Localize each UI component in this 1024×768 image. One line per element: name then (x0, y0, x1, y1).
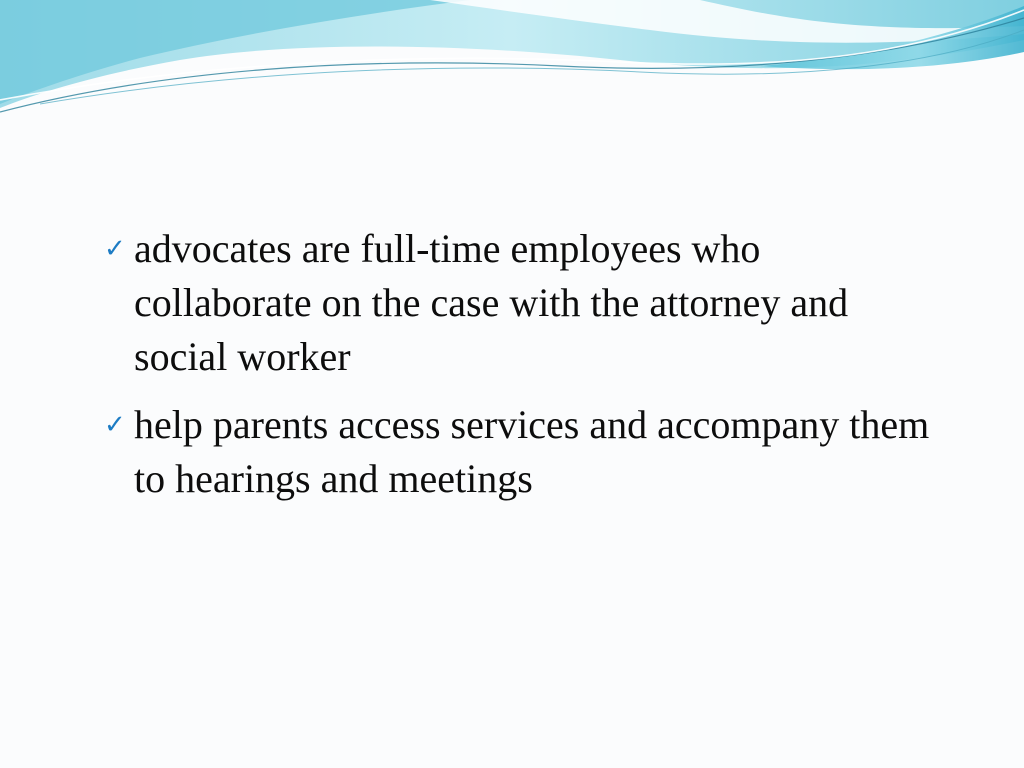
bullet-text: help parents access services and accompany them to hearings and meetings (134, 402, 930, 501)
check-mark-icon: ✓ (104, 234, 126, 264)
bullet-item (104, 222, 944, 384)
bullet-list (104, 222, 944, 520)
bullet-text: advocates are full-time employees who collaborate on the case with the attorney and social worker (134, 226, 849, 379)
bullet-item (104, 398, 944, 506)
decorative-wave-header (0, 0, 1024, 130)
check-mark-icon: ✓ (104, 410, 126, 440)
